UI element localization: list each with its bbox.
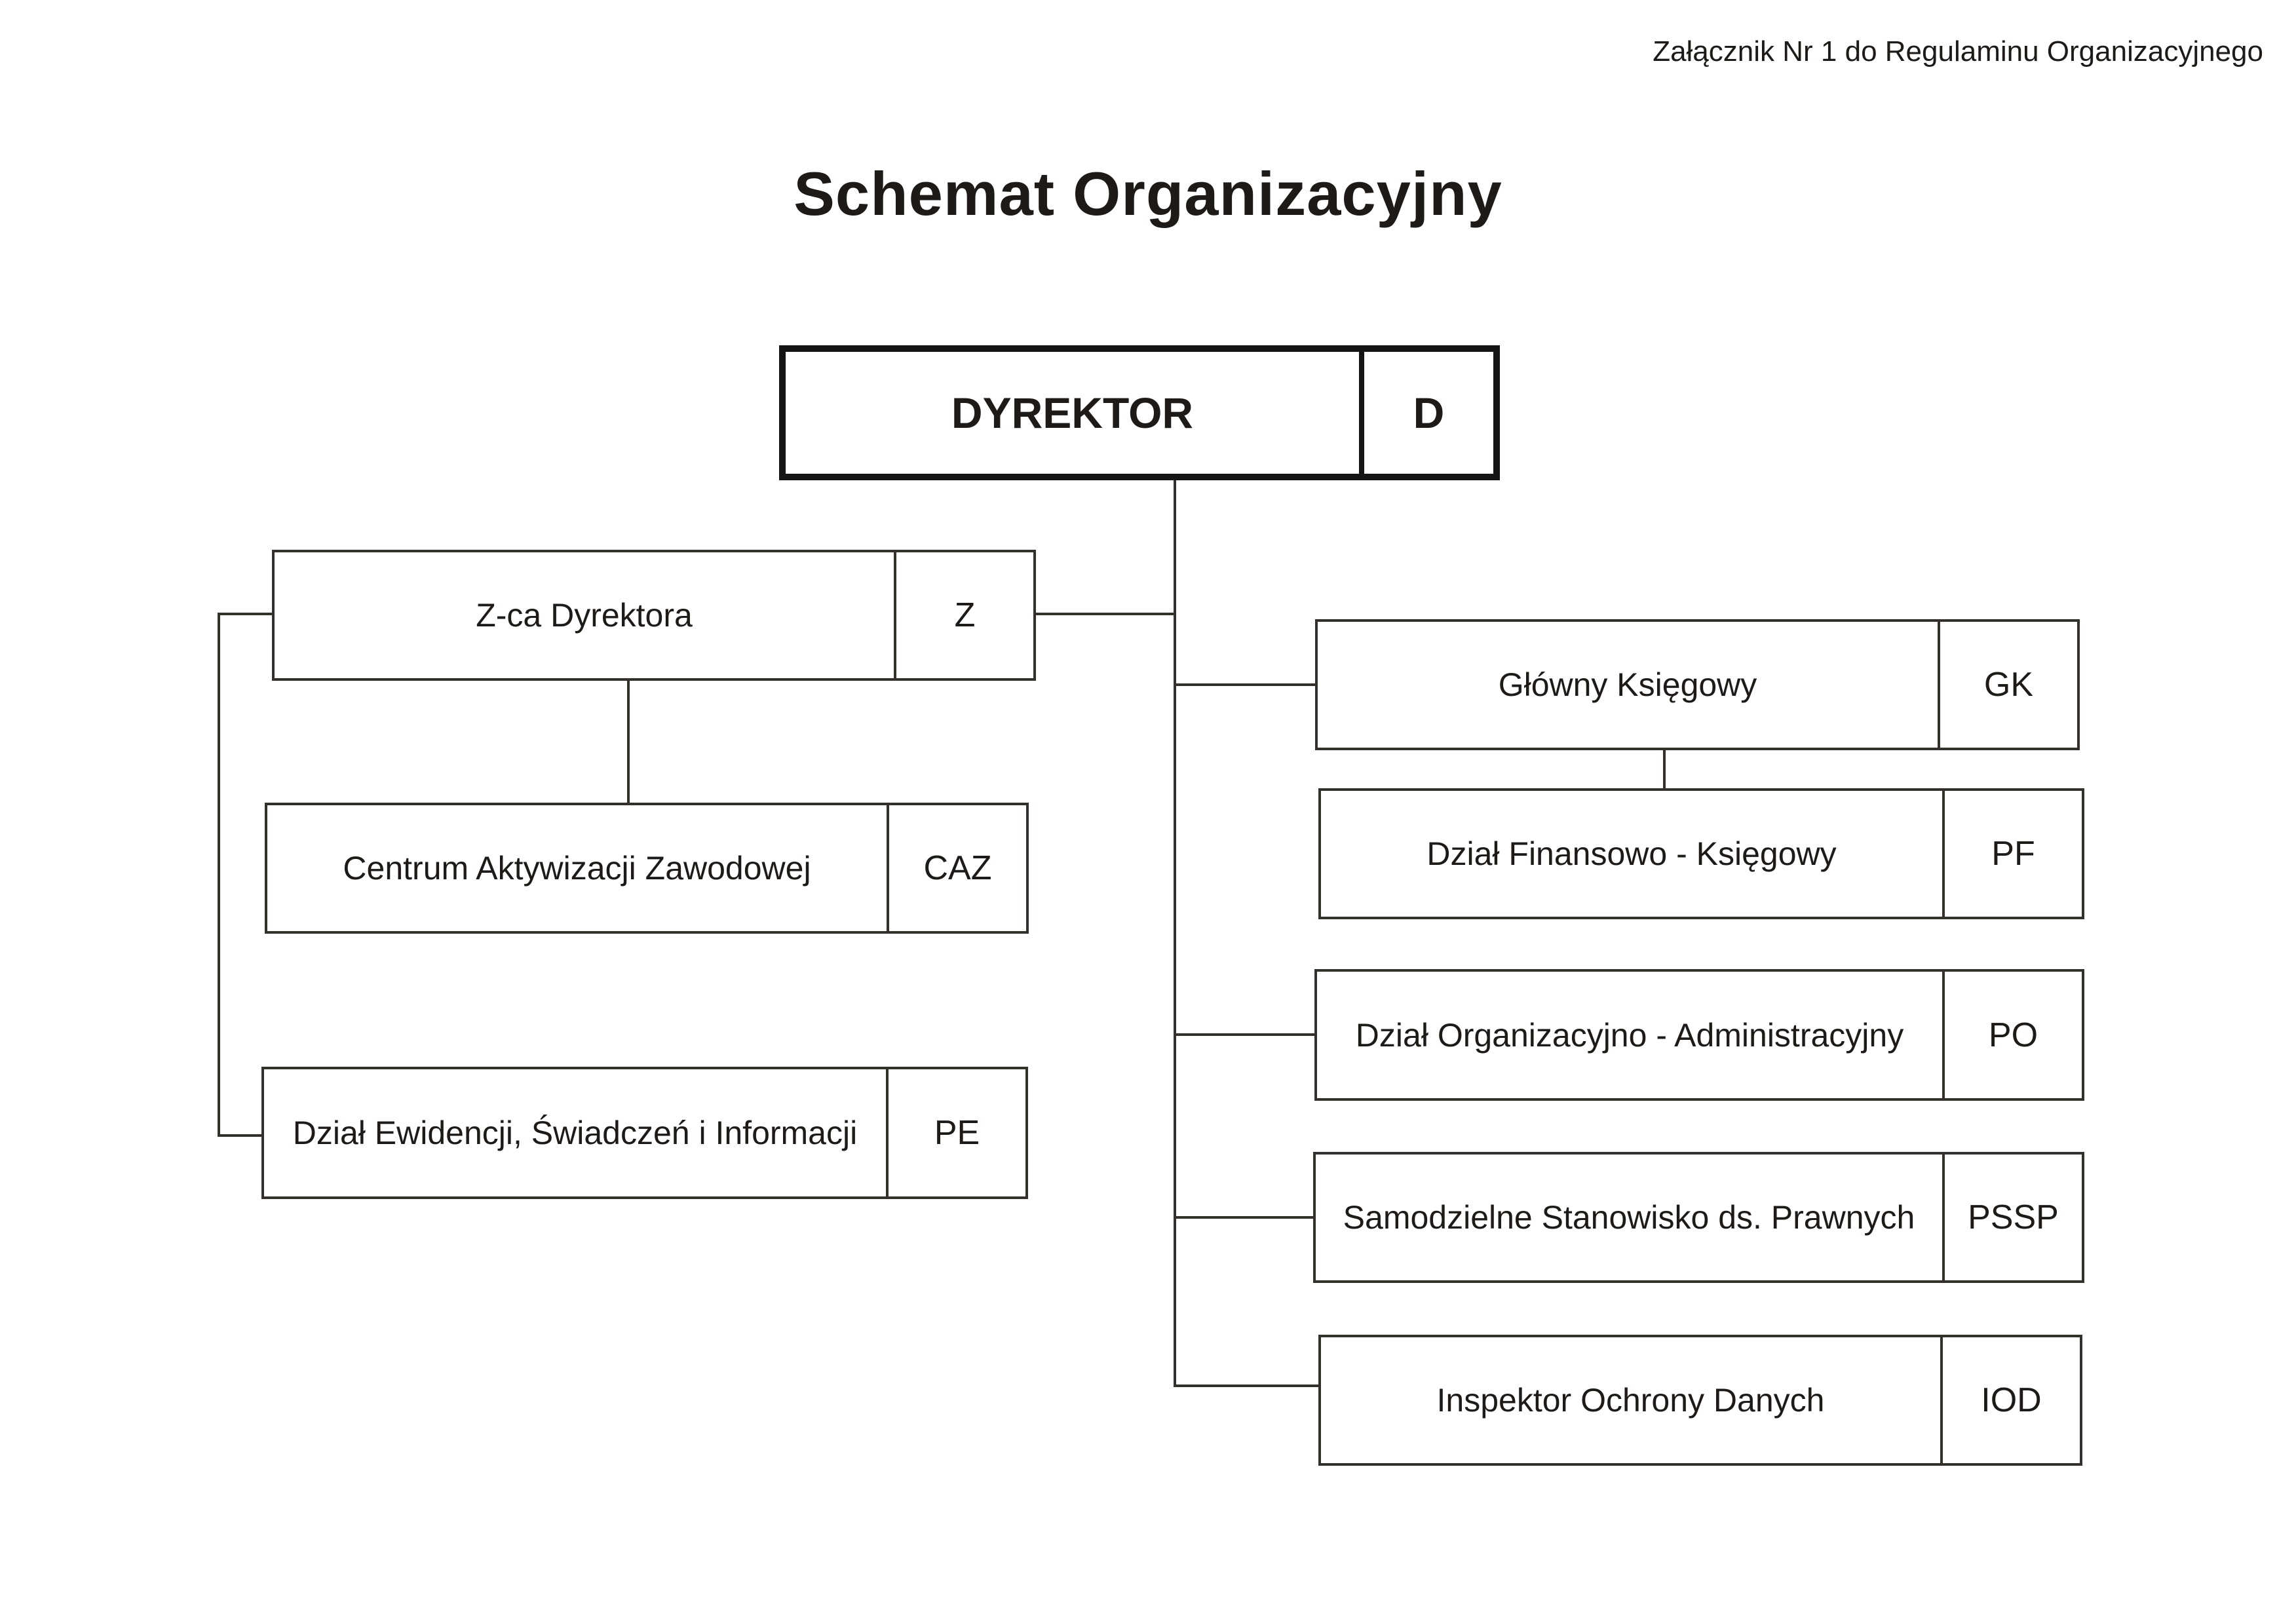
connector-trunk-to-iod xyxy=(1174,1384,1322,1387)
org-box-director-label: DYREKTOR xyxy=(951,389,1194,437)
org-box-iod-code: IOD xyxy=(1940,1337,2080,1463)
org-box-gk-code: GK xyxy=(1938,622,2077,748)
connector-rail-to-pe xyxy=(218,1134,266,1137)
connector-z-to-trunk xyxy=(1036,613,1176,615)
org-box-pe-code: PE xyxy=(886,1069,1025,1196)
org-box-deputy-director xyxy=(272,550,1036,681)
org-box-iod xyxy=(1318,1335,2082,1466)
org-box-director-code: D xyxy=(1359,352,1493,474)
connector-z-left-stub xyxy=(218,613,277,615)
org-box-po xyxy=(1314,969,2084,1101)
org-box-pf-code: PF xyxy=(1942,791,2082,917)
org-box-director xyxy=(779,345,1500,480)
connector-trunk-to-gk xyxy=(1174,683,1319,686)
connector-gk-to-pf xyxy=(1663,750,1666,791)
org-box-pssp xyxy=(1313,1152,2084,1283)
org-box-pe-label: Dział Ewidencji, Świadczeń i Informacji xyxy=(292,1115,858,1151)
org-box-pf xyxy=(1318,788,2084,919)
org-box-gk xyxy=(1315,619,2080,750)
org-box-po-code: PO xyxy=(1942,972,2082,1098)
org-box-caz-label: Centrum Aktywizacji Zawodowej xyxy=(343,850,811,887)
connector-z-to-caz xyxy=(627,681,630,805)
org-box-po-label: Dział Organizacyjno - Administracyjny xyxy=(1355,1016,1904,1054)
connector-left-rail xyxy=(218,613,220,1137)
page-title: Schemat Organizacyjny xyxy=(794,159,1502,228)
org-box-pssp-label: Samodzielne Stanowisko ds. Prawnych xyxy=(1343,1199,1915,1236)
org-box-gk-label: Główny Księgowy xyxy=(1498,666,1757,703)
org-box-pe xyxy=(261,1067,1028,1199)
connector-trunk-to-pssp xyxy=(1174,1216,1317,1219)
org-box-iod-label: Inspektor Ochrony Danych xyxy=(1436,1382,1825,1419)
attachment-note: Załącznik Nr 1 do Regulaminu Organizacyjnego xyxy=(1653,35,2263,67)
org-box-deputy-director-label: Z-ca Dyrektora xyxy=(476,597,693,634)
org-box-pf-label: Dział Finansowo - Księgowy xyxy=(1426,835,1837,872)
org-box-deputy-director-code: Z xyxy=(894,552,1033,678)
org-box-caz xyxy=(265,803,1029,934)
connector-trunk xyxy=(1174,480,1176,1387)
org-box-pssp-code: PSSP xyxy=(1942,1155,2082,1280)
connector-trunk-to-po xyxy=(1174,1033,1318,1036)
org-box-caz-code: CAZ xyxy=(887,805,1026,931)
